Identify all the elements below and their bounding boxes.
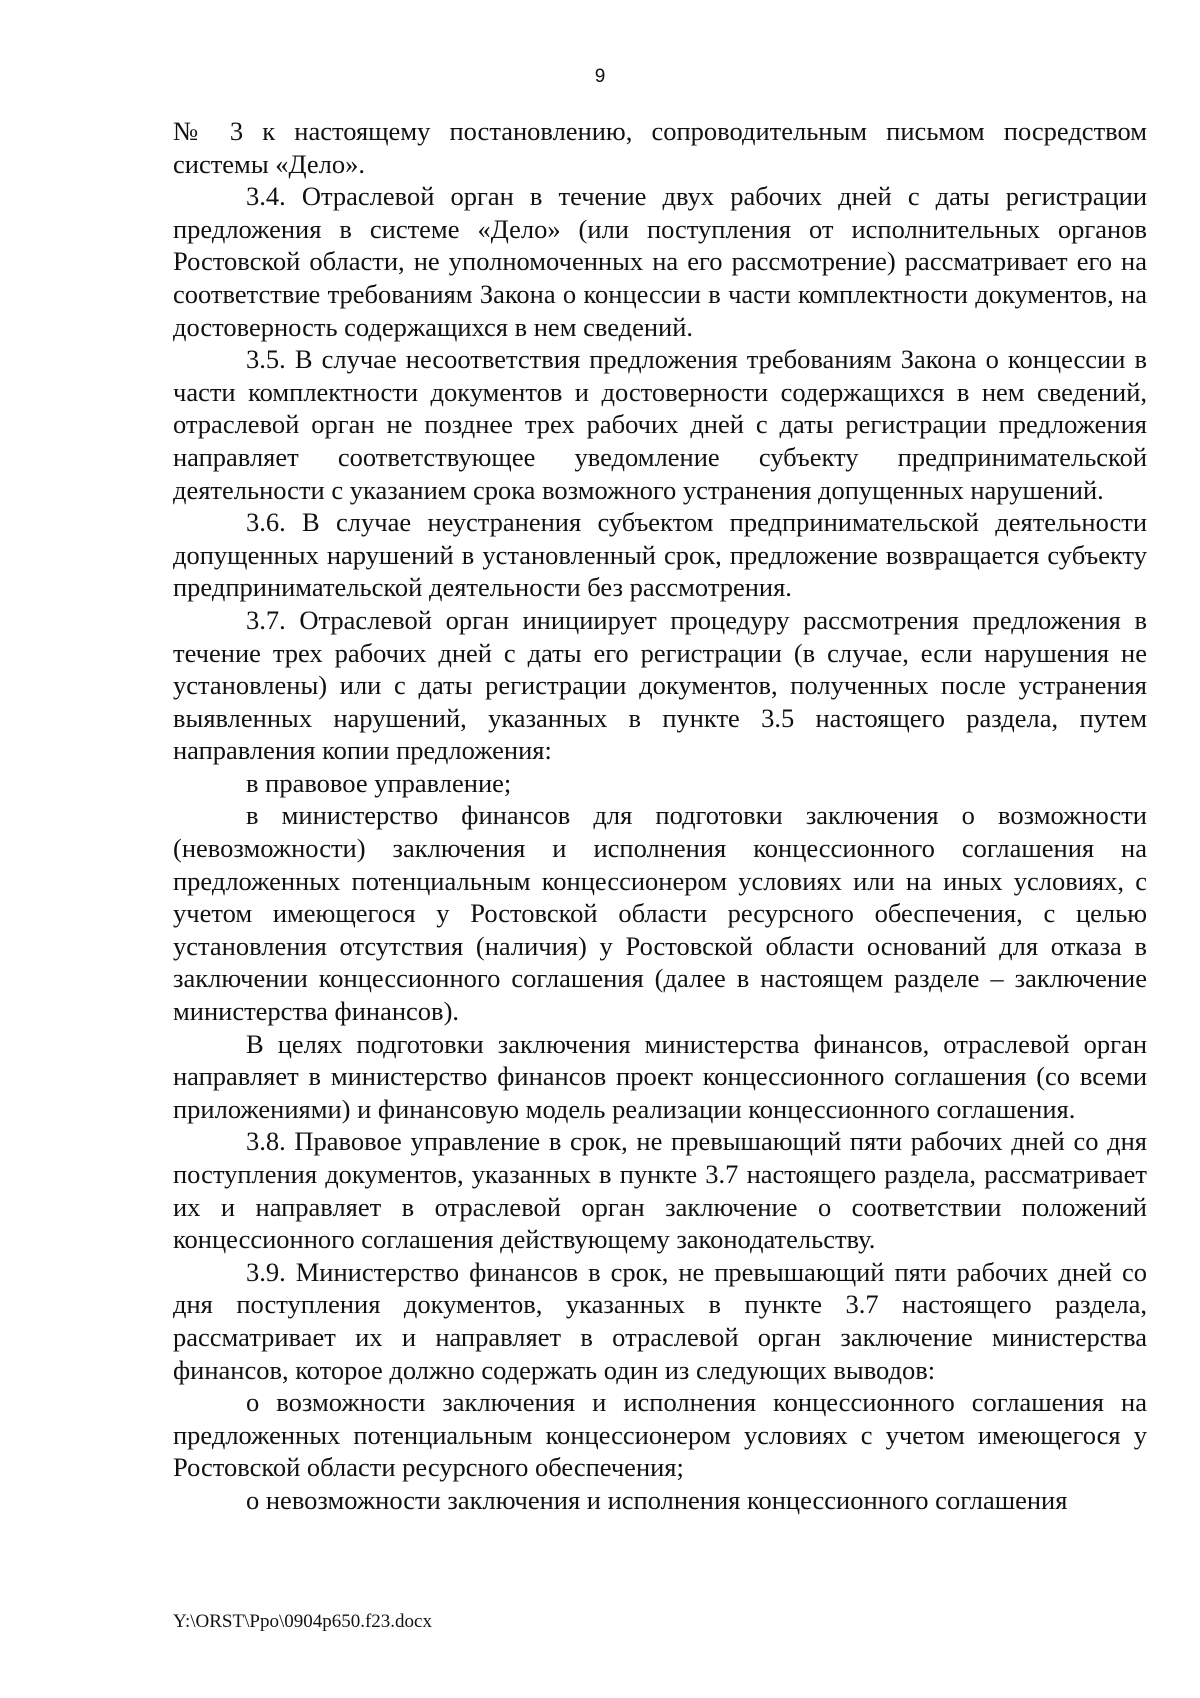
document-body: [173, 115, 1147, 1517]
page-number: 9: [594, 66, 606, 87]
paragraph-3-5: 3.5. В случае несоответствия предложения требованиям Закона о концессии в части комплектности документов и достоверности содержащихся в нем сведений, отраслевой орган не позднее трех рабочих дней с даты регистрации предложения направляет соответствующее уведомление субъекту предпринимательской деятельности с указанием срока возможного устранения допущенных нарушений.: [173, 344, 1147, 505]
list-item-possibility: о возможности заключения и исполнения концессионного соглашения на предложенных потенциальным концессионером условиях с учетом имеющегося у Ростовской области ресурсного обеспечения;: [173, 1387, 1147, 1483]
paragraph-3-4: 3.4. Отраслевой орган в течение двух рабочих дней с даты регистрации предложения в системе «Дело» (или поступления от исполнительных органов Ростовской области, не уполномоченных на его рассмотрение) рассматривает его на соответствие требованиям Закона о концессии в части комплектности документов, на достоверность содержащихся в нем сведений.: [173, 181, 1147, 342]
list-item-ministry-of-finance: в министерство финансов для подготовки заключения о возможности (невозможности) заключения и исполнения концессионного соглашения на предложенных потенциальным концессионером условиях или на иных условиях, с учетом имеющегося у Ростовской области ресурсного обеспечения, с целью установления отсутствия (наличия) у Ростовской области оснований для отказа в заключении концессионного соглашения (далее в настоящем разделе – заключение министерства финансов).: [173, 800, 1147, 1027]
list-item-legal-department: в правовое управление;: [246, 767, 512, 798]
paragraph-continuation: № 3 к настоящему постановлению, сопроводительным письмом посредством системы «Дело».: [173, 116, 1147, 179]
paragraph-3-8: 3.8. Правовое управление в срок, не превышающий пяти рабочих дней со дня поступления документов, указанных в пункте 3.7 настоящего раздела, рассматривает их и направляет в отраслевой орган заключение о соответствии положений концессионного соглашения действующему законодательству.: [173, 1126, 1147, 1255]
footer-file-path: Y:\ORST\Ppo\0904p650.f23.docx: [173, 1611, 432, 1632]
paragraph-finance-conclusion-purpose: В целях подготовки заключения министерства финансов, отраслевой орган направляет в министерство финансов проект концессионного соглашения (со всеми приложениями) и финансовую модель реализации концессионного соглашения.: [173, 1028, 1147, 1124]
list-item-impossibility: о невозможности заключения и исполнения концессионного соглашения: [246, 1484, 1068, 1515]
paragraph-3-6: 3.6. В случае неустранения субъектом предпринимательской деятельности допущенных нарушений в установленный срок, предложение возвращается субъекту предпринимательской деятельности без рассмотрения.: [173, 507, 1147, 603]
paragraph-3-9: 3.9. Министерство финансов в срок, не превышающий пяти рабочих дней со дня поступления документов, указанных в пункте 3.7 настоящего раздела, рассматривает их и направляет в отраслевой орган заключение министерства финансов, которое должно содержать один из следующих выводов:: [173, 1256, 1147, 1385]
paragraph-3-7: 3.7. Отраслевой орган инициирует процедуру рассмотрения предложения в течение трех рабочих дней с даты его регистрации (в случае, если нарушения не установлены) или с даты регистрации документов, полученных после устранения выявленных нарушений, указанных в пункте 3.5 настоящего раздела, путем направления копии предложения:: [173, 604, 1147, 766]
